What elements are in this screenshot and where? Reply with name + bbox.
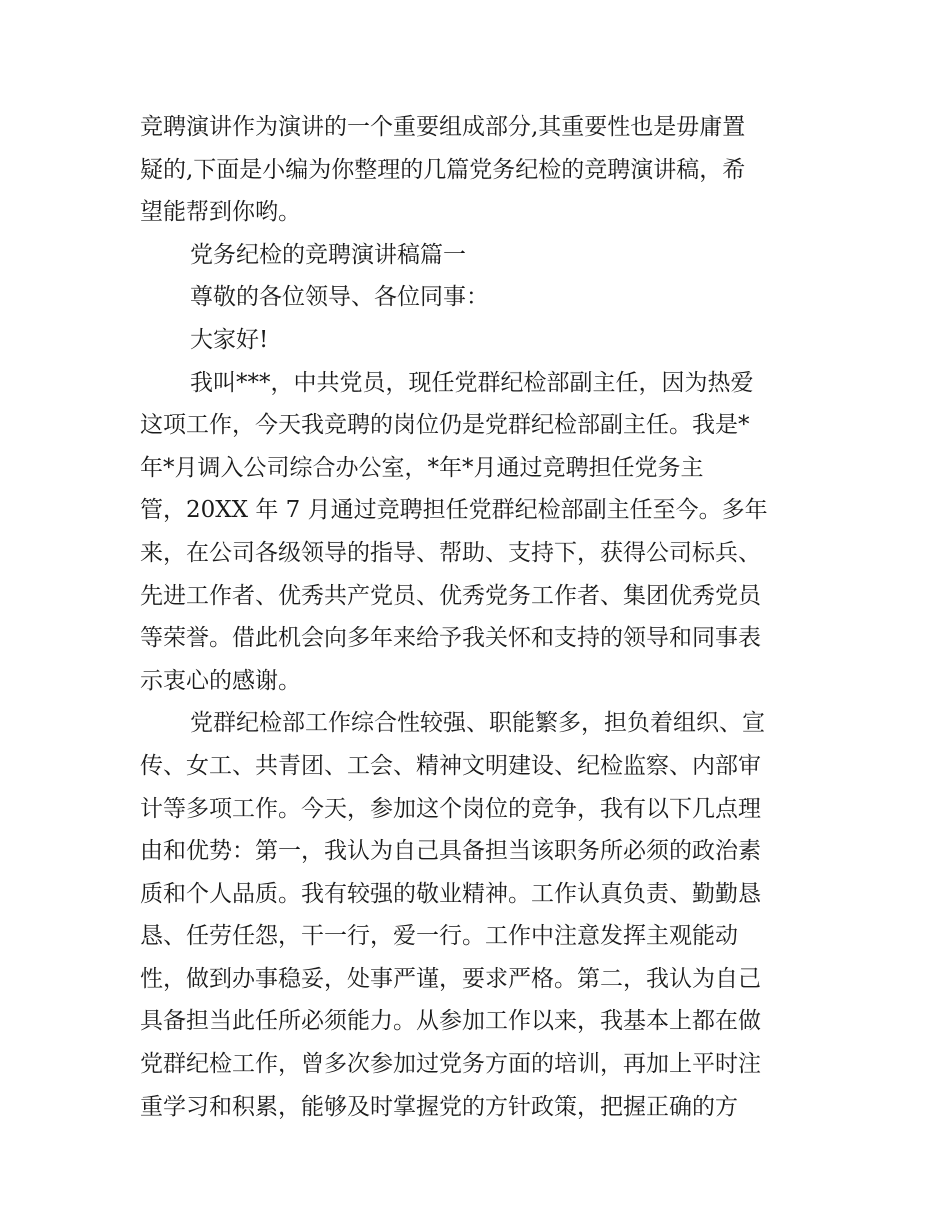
text-line: 管，20XX 年 7 月通过竞聘担任党群纪检部副主任至今。多年: [140, 497, 768, 524]
text-line: 先进工作者、优秀共产党员、优秀党务工作者、集团优秀党员: [140, 582, 761, 609]
greeting: 大家好!: [190, 326, 269, 353]
document-body: [140, 106, 812, 1128]
text-line: 示衷心的感谢。: [140, 667, 301, 694]
text-line: 传、女工、共青团、工会、精神文明建设、纪检监察、内部审: [140, 752, 761, 779]
text-line: 我叫***，中共党员，现任党群纪检部副主任，因为热爱: [190, 369, 754, 396]
salutation: 尊敬的各位领导、各位同事：: [190, 284, 489, 311]
text-line: 望能帮到你哟。: [140, 199, 301, 226]
text-line: 重学习和积累，能够及时掌握党的方针政策，把握正确的方: [140, 1093, 738, 1120]
text-line: 这项工作，今天我竞聘的岗位仍是党群纪检部副主任。我是*: [140, 412, 750, 439]
text-line: 性，做到办事稳妥，处事严谨，要求严格。第二，我认为自己: [140, 965, 761, 992]
text-line: 等荣誉。借此机会向多年来给予我关怀和支持的领导和同事表: [140, 625, 761, 652]
text-line: 党群纪检部工作综合性较强、职能繁多，担负着组织、宣: [190, 710, 765, 737]
text-line: 具备担当此任所必须能力。从参加工作以来，我基本上都在做: [140, 1008, 761, 1035]
text-line: 来，在公司各级领导的指导、帮助、支持下，获得公司标兵、: [140, 539, 761, 566]
text-line: 质和个人品质。我有较强的敬业精神。工作认真负责、勤勤恳: [140, 880, 761, 907]
text-line: 恳、任劳任怨，干一行，爱一行。工作中注意发挥主观能动: [140, 923, 738, 950]
section-heading: 党务纪检的竞聘演讲稿篇一: [190, 241, 466, 268]
text-line: 计等多项工作。今天，参加这个岗位的竞争，我有以下几点理: [140, 795, 761, 822]
text-line: 由和优势：第一，我认为自己具备担当该职务所必须的政治素: [140, 838, 761, 865]
text-line: 疑的,下面是小编为你整理的几篇党务纪检的竞聘演讲稿，希: [140, 156, 746, 183]
text-line: 年*月调入公司综合办公室，*年*月通过竞聘担任党务主: [140, 454, 704, 481]
text-line: 竞聘演讲作为演讲的一个重要组成部分,其重要性也是毋庸置: [140, 114, 746, 140]
text-line: 党群纪检工作，曾多次参加过党务方面的培训，再加上平时注: [140, 1051, 761, 1078]
